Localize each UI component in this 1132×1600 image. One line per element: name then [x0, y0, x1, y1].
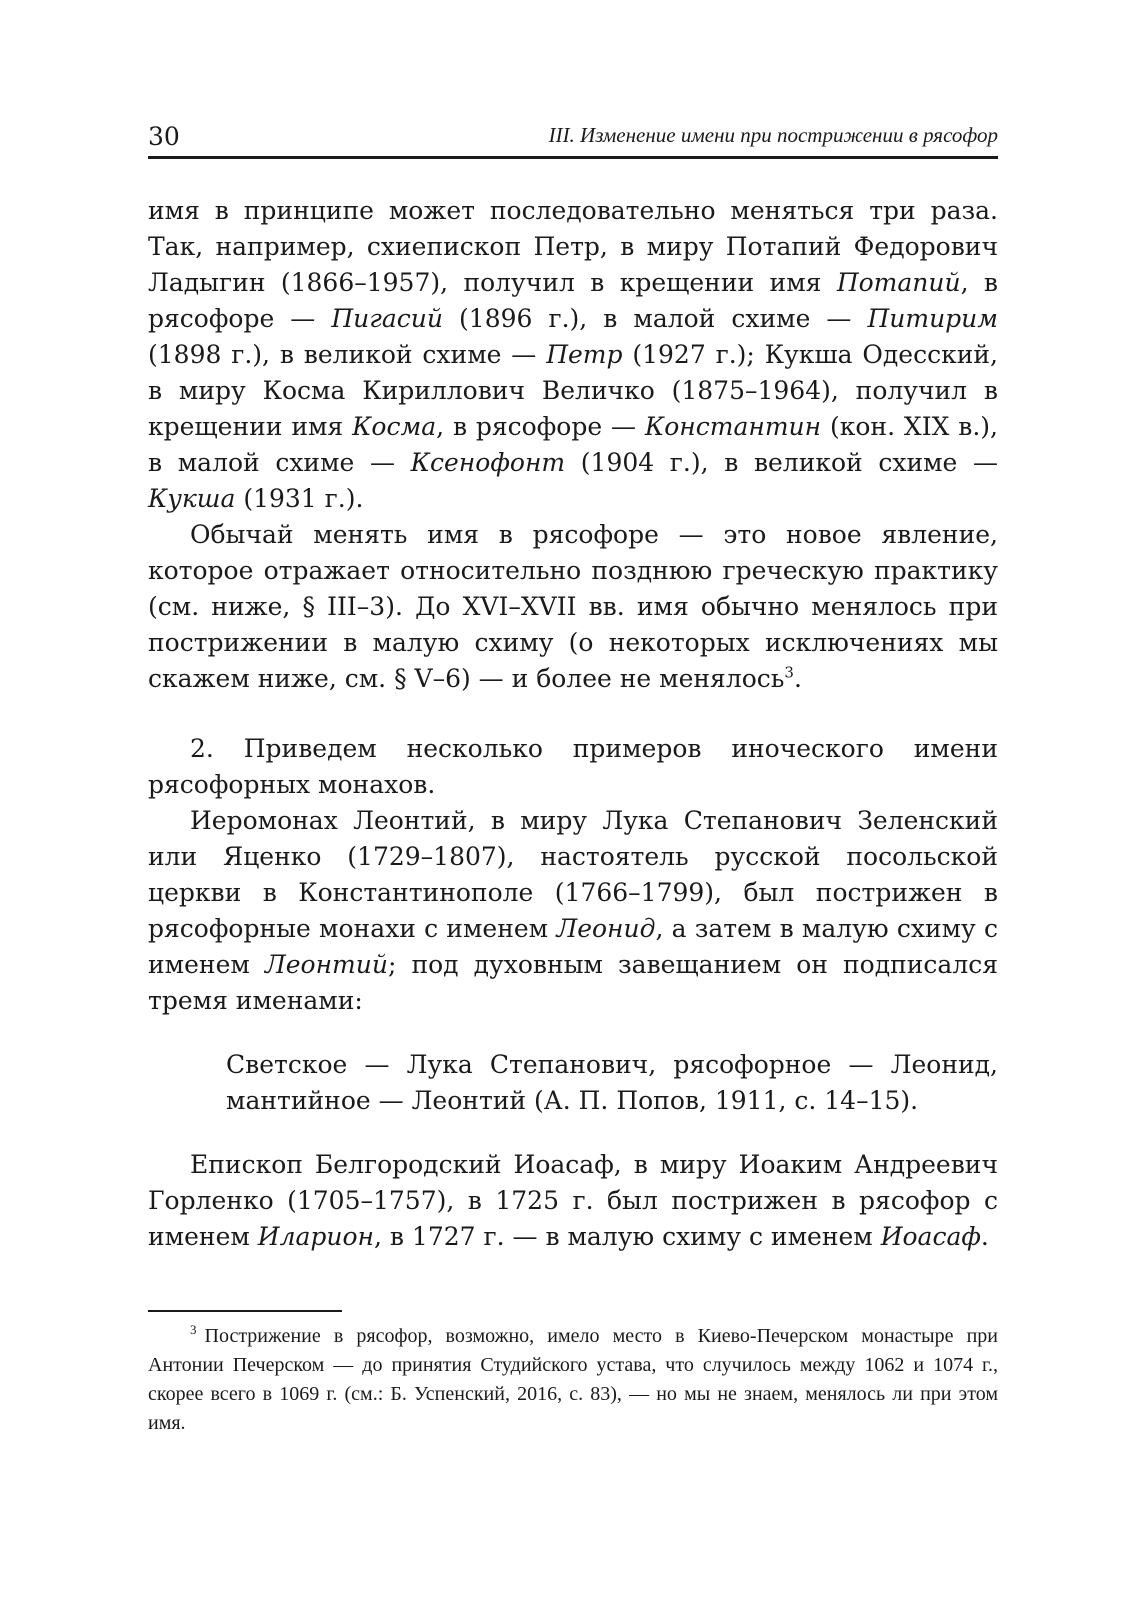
text-run: (1898 г.), в великой схиме —: [148, 340, 547, 369]
italic-name: Пигасий: [331, 304, 443, 333]
main-text: [148, 193, 998, 1255]
text-run: (1904 г.), в великой схиме —: [565, 448, 999, 477]
text-run: (1931 г.).: [235, 484, 364, 513]
italic-name: Леонтий: [264, 950, 388, 979]
text-run: .: [793, 664, 802, 693]
paragraph-5: [148, 1147, 998, 1255]
footnote: 3 Пострижение в рясофор, возможно, имело место в Киево-Печерском монастыре при Антонии Печерском — до принятия Студийского устава, что случилось между 1062 и 1074 г., скорее всего в 1069 г. (см.: Б. Успенский, 2016, с. 83), — но мы не знаем, менялось ли при этом имя.: [148, 1322, 998, 1434]
text-run: .: [980, 1222, 989, 1251]
block-quote: [226, 1047, 998, 1119]
italic-name: Косма: [352, 412, 437, 441]
paragraph-1: [148, 193, 998, 517]
italic-name: Иоасаф: [880, 1222, 981, 1251]
text-run: Обычай менять имя в рясофоре — это новое явление, которое отражает относительно позднюю греческую практику (см. ниже, § III–3). До XVI–XVII вв. имя обычно менялось при пострижении в малую схиму (о некоторых исключениях мы скажем ниже, см. § V–6) — и более не менялось: [148, 520, 998, 693]
italic-name: Иларион: [257, 1222, 375, 1251]
running-header: [148, 112, 998, 159]
text-run: (1896 г.), в малой схиме —: [443, 304, 868, 333]
footnote-text: Пострижение в рясофор, возможно, имело место в Киево-Печерском монастыре при Антонии Печерском — до принятия Студийского устава, что случилось между 1062 и 1074 г., скорее всего в 1069 г. (см.: Б. Успенский, 2016, с. 83), — но мы не знаем, менялось ли при этом имя.: [148, 1325, 998, 1434]
italic-name: Петр: [546, 340, 623, 369]
text-run: (1927 г.); Кукша Одесский, в миру Косма Кириллович Величко (1875–1964), получил в крещении имя: [148, 340, 998, 441]
text-run: , а затем в малую схиму с именем: [148, 914, 998, 979]
paragraph-2: [148, 517, 998, 697]
paragraph-4: [148, 803, 998, 1019]
footnote-separator: [148, 1310, 342, 1312]
page-number: 30: [148, 122, 180, 151]
text-run: , в рясофоре —: [148, 268, 999, 333]
quote-text: Светское — Лука Степанович, рясофорное — Леонид, мантийное — Леонтий (А. П. Попов, 1911, с. 14–15).: [226, 1050, 998, 1115]
text-run: ; под духовным завещанием он подписался тремя именами:: [148, 950, 998, 1015]
italic-name: Кукша: [148, 484, 236, 513]
text-run: , в 1727 г. — в малую схиму с именем: [374, 1222, 881, 1251]
text-run: Епископ Белгородский Иоасаф, в миру Иоаким Андреевич Горленко (1705–1757), в 1725 г. был пострижен в рясофор с именем: [148, 1150, 998, 1251]
italic-name: Ксенофонт: [410, 448, 566, 477]
text-run: имя в принципе может последовательно меняться три раза. Так, например, схиепископ Петр, в миру Потапий Федорович Ладыгин (1866–1957), получил в крещении имя: [148, 196, 998, 297]
text-run: (кон. XIX в.), в малой схиме —: [148, 412, 998, 477]
text-run: Иеромонах Леонтий, в миру Лука Степанович Зеленский или Яценко (1729–1807), настоятель русской посольской церкви в Константинополе (1766–1799), был пострижен в рясофорные монахи с именем: [148, 806, 998, 943]
paragraph-3: 2. Приведем несколько примеров иноческого имени рясофорных монахов.: [148, 734, 998, 799]
italic-name: Константин: [644, 412, 822, 441]
italic-name: Леонид: [556, 914, 656, 943]
running-title: III. Изменение имени при пострижении в рясофор: [548, 123, 998, 147]
italic-name: Питирим: [867, 304, 999, 333]
text-run: , в рясофоре —: [436, 412, 645, 441]
italic-name: Потапий: [836, 268, 961, 297]
book-page: [148, 112, 998, 1255]
footnote-ref[interactable]: 3: [784, 663, 794, 682]
